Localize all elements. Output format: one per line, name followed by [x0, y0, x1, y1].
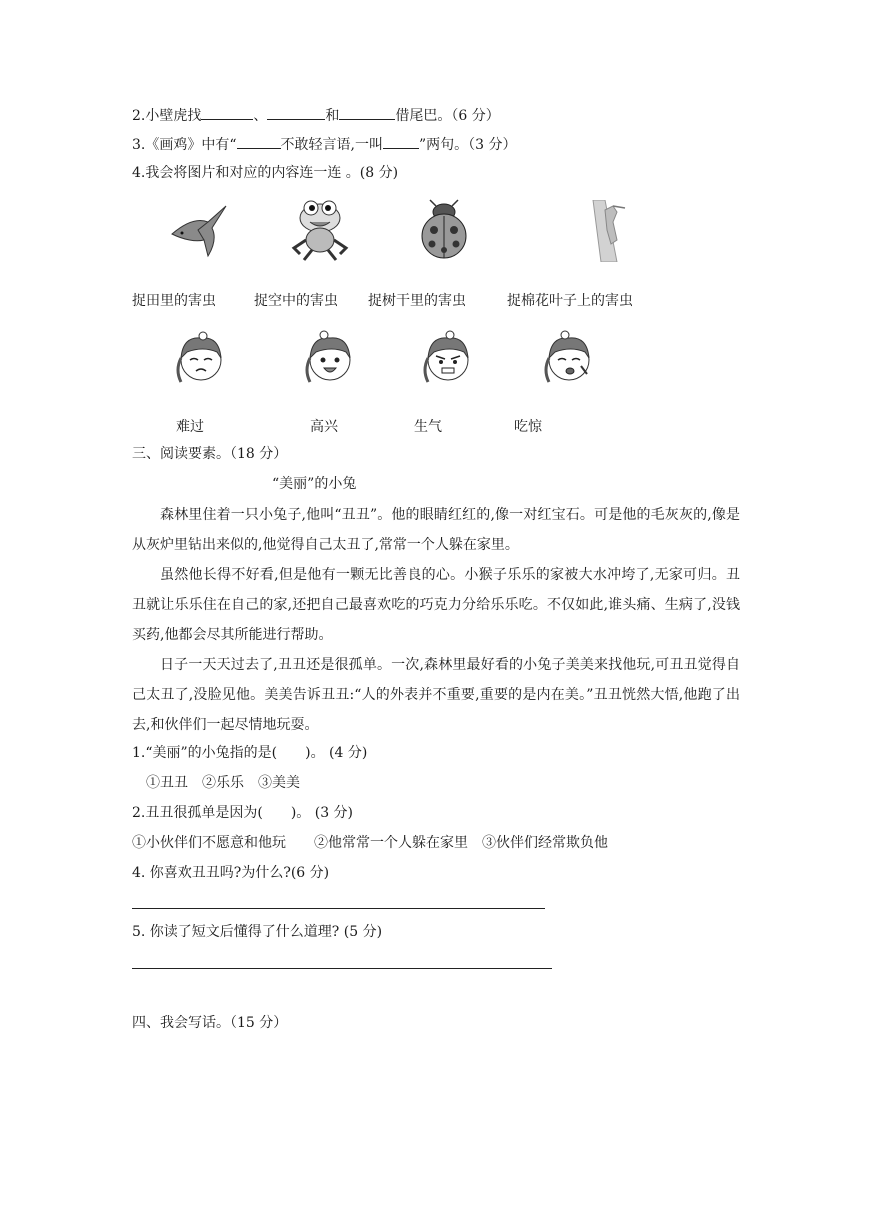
reading-question-2-options: ①小伙伴们不愿意和他玩 ②他常常一个人躲在家里 ③伙伴们经常欺负他: [132, 835, 608, 851]
story-paragraph-1: 森林里住着一只小兔子,他叫“丑丑”。他的眼睛红红的,像一对红宝石。可是他的毛灰灰的,像是从灰炉里钻出来似的,他觉得自己太丑了,常常一个人躲在家里。: [132, 507, 740, 553]
story-paragraph-2: 虽然他长得不好看,但是他有一颗无比善良的心。小猴子乐乐的家被大水冲垮了,无家可归。丑丑就让乐乐住在自己的家,还把自己最喜欢吃的巧克力分给乐乐吃。不仅如此,谁头痛、生病了,没钱买药,他都会尽其所能进行帮助。: [132, 567, 740, 643]
answer-blank[interactable]: [383, 134, 419, 149]
question-3-suffix: ”两句。（3 分）: [418, 137, 517, 153]
separator: 和: [325, 108, 340, 124]
woodpecker-icon: [583, 200, 627, 262]
reading-question-5: 5. 你读了短文后懂得了什么道理? (5 分): [132, 924, 383, 940]
reading-question-1: 1.“美丽”的小兔指的是( )。 (4 分): [132, 745, 368, 761]
ladybug-icon: [418, 198, 470, 262]
question-4: 4.我会将图片和对应的内容连一连 。(8 分): [132, 165, 399, 181]
crying-girl-icon: [173, 330, 229, 386]
answer-blank[interactable]: [237, 134, 281, 149]
emotion-2: 高兴: [310, 419, 338, 435]
question-2: [132, 105, 500, 126]
caption-2: 捉空中的害虫: [254, 293, 338, 309]
question-3: [132, 134, 516, 155]
happy-girl-icon: [302, 330, 358, 386]
question-3-prefix: 3.《画鸡》中有“: [132, 137, 237, 153]
caption-1: 捉田里的害虫: [132, 293, 216, 309]
surprised-girl-icon: [541, 330, 597, 386]
answer-line-q4[interactable]: [132, 908, 545, 909]
angry-girl-icon: [420, 330, 476, 386]
emotion-1: 难过: [176, 419, 204, 435]
story-paragraph-3: 日子一天天过去了,丑丑还是很孤单。一次,森林里最好看的小兔子美美来找他玩,可丑丑觉得自己太丑了,没脸见他。美美告诉丑丑:“人的外表并不重要,重要的是内在美。”丑丑恍然大悟,他跑了出去,和伙伴们一起尽情地玩耍。: [132, 657, 740, 733]
answer-line-q5[interactable]: [132, 968, 552, 969]
section-4-heading: 四、我会写话。（15 分）: [132, 1015, 288, 1031]
emotion-4: 吃惊: [514, 419, 542, 435]
question-3-middle: 不敢轻言语,一叫: [280, 137, 383, 153]
frog-icon: [290, 196, 350, 262]
story-title: “美丽”的小兔: [272, 476, 357, 492]
reading-question-1-options: ①丑丑 ②乐乐 ③美美: [146, 775, 300, 791]
question-2-prefix: 2.小壁虎找: [132, 108, 202, 124]
reading-question-4: 4. 你喜欢丑丑吗?为什么?(6 分): [132, 865, 330, 881]
answer-blank[interactable]: [201, 105, 253, 120]
emotion-3: 生气: [414, 419, 442, 435]
separator: 、: [253, 108, 268, 124]
section-3-heading: 三、阅读要素。（18 分）: [132, 446, 288, 462]
swallow-icon: [168, 200, 230, 262]
caption-4: 捉棉花叶子上的害虫: [507, 293, 633, 309]
reading-question-2: 2.丑丑很孤单是因为( )。 (3 分): [132, 805, 354, 821]
question-2-suffix: 借尾巴。（6 分）: [395, 108, 500, 124]
answer-blank[interactable]: [339, 105, 395, 120]
answer-blank[interactable]: [267, 105, 325, 120]
caption-3: 捉树干里的害虫: [368, 293, 466, 309]
